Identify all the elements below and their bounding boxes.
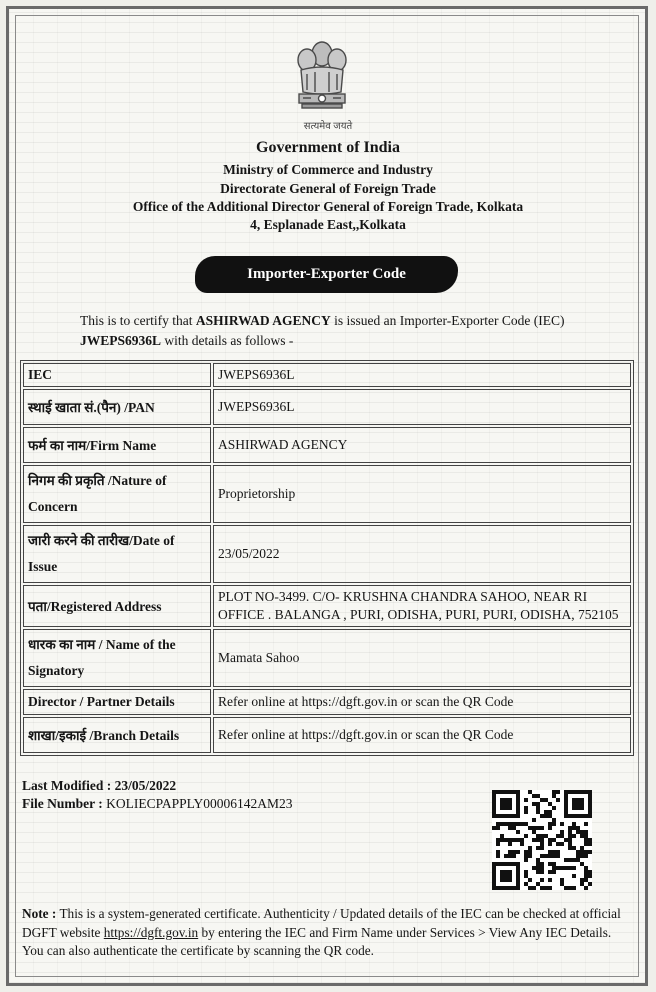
last-modified (22, 778, 176, 794)
row-label-address: पता/Registered Address (23, 585, 211, 627)
row-value-firm-name: ASHIRWAD AGENCY (213, 427, 631, 463)
file-number-value: KOLIECPAPPLY00006142AM23 (106, 796, 293, 811)
last-modified-label: Last Modified : (22, 778, 112, 793)
cert-middle: is issued an Importer-Exporter Code (IEC) (334, 313, 565, 328)
qr-code-icon[interactable] (492, 790, 592, 890)
table-row (23, 389, 631, 425)
row-label-branch: शाखा/इकाई /Branch Details (23, 717, 211, 753)
file-number (22, 796, 293, 812)
dgft-website-link[interactable]: https://dgft.gov.in (103, 924, 199, 940)
row-value-director: Refer online at https://dgft.gov.in or scan the QR Code (213, 689, 631, 715)
note-paragraph (22, 905, 628, 961)
file-number-label: File Number : (22, 796, 103, 811)
row-value-nature: Proprietorship (213, 465, 631, 523)
iec-title-pill: Importer-Exporter Code (195, 256, 458, 293)
row-value-date-of-issue: 23/05/2022 (213, 525, 631, 583)
table-row (23, 717, 631, 753)
row-label-pan: स्थाई खाता सं.(पैन) /PAN (23, 389, 211, 425)
cert-suffix: with details as follows - (164, 333, 294, 348)
ministry-heading: Ministry of Commerce and Industry (223, 162, 433, 177)
cert-agency: ASHIRWAD AGENCY (195, 313, 331, 328)
directorate-heading: Directorate General of Foreign Trade (220, 181, 436, 196)
row-value-iec: JWEPS6936L (213, 363, 631, 387)
emblem-motto: सत्यमेव जयते (303, 121, 353, 132)
iec-details-table (20, 360, 634, 756)
row-value-pan: JWEPS6936L (213, 389, 631, 425)
table-row (23, 689, 631, 715)
table-row (23, 629, 631, 687)
office-address: 4, Esplanade East,,Kolkata (250, 217, 406, 232)
row-value-branch: Refer online at https://dgft.gov.in or scan the QR Code (213, 717, 631, 753)
certification-text (80, 311, 600, 351)
note-text-1: This is a system-generated certificate. Authenticity / Updated details of the IEC can be checked at official DGFT website (22, 906, 621, 940)
cert-iec: JWEPS6936L (80, 333, 162, 348)
note-text-2: by entering the IEC and Firm Name under Services > View Any IEC Details. You can also authenticate the certificate by scanning the QR code. (22, 924, 612, 958)
row-value-signatory: Mamata Sahoo (213, 629, 631, 687)
row-label-signatory: धारक का नाम / Name of the Signatory (23, 629, 211, 687)
table-row (23, 585, 631, 627)
office-heading: Office of the Additional Director General of Foreign Trade, Kolkata (132, 199, 524, 214)
last-modified-value: 23/05/2022 (114, 778, 177, 793)
table-row (23, 427, 631, 463)
table-row (23, 525, 631, 583)
row-label-date-of-issue: जारी करने की तारीख/Date of Issue (23, 525, 211, 583)
government-heading: Government of India (256, 139, 400, 156)
table-row (23, 465, 631, 523)
cert-prefix: This is to certify that (80, 313, 193, 328)
table-row (23, 363, 631, 387)
row-label-firm-name: फर्म का नाम/Firm Name (23, 427, 211, 463)
row-label-iec: IEC (23, 363, 211, 387)
row-value-address: PLOT NO-3499. C/O- KRUSHNA CHANDRA SAHOO, NEAR RI OFFICE . BALANGA , PURI, ODISHA, PURI, PURI, ODISHA, 752105 (213, 585, 631, 627)
row-label-director: Director / Partner Details (23, 689, 211, 715)
row-label-nature: निगम की प्रकृति /Nature of Concern (23, 465, 211, 523)
note-label: Note : (22, 906, 57, 921)
